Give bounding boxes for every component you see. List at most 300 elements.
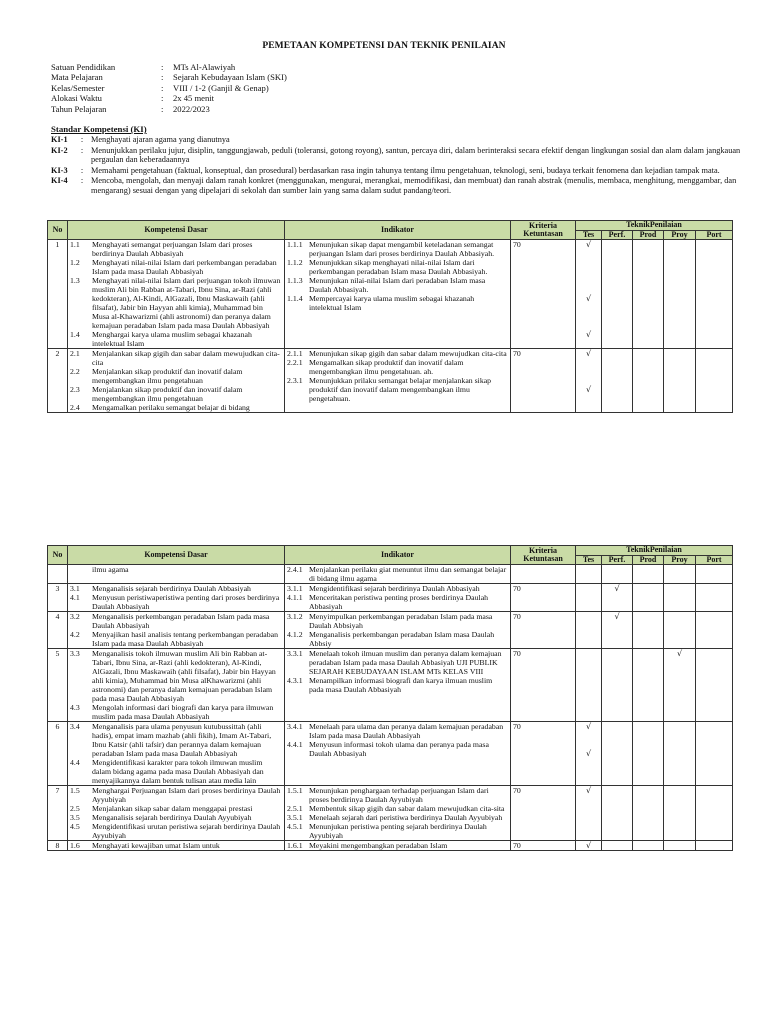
standar-kompetensi-title: Standar Kompetensi (KI) <box>51 124 147 134</box>
indikator-item-text: Menjalankan perilaku giat menuntut ilmu dan semangat belajar di bidang ilmu agama <box>309 565 507 584</box>
kd-item-text: Menghayati kewajiban umat Islam untuk <box>92 841 220 851</box>
indikator-item-text: Meyakini mengembangkan peradaban Islam <box>309 841 448 851</box>
indikator-item-text: Menelaah sejarah dari peristiwa berdirinya Daulah Ayyubiyah <box>309 813 503 823</box>
kd-item-text: Menjalankan sikap produktif dan inovatif dalam mengembangkan ilmu pengetahuan <box>92 385 243 404</box>
port-cell <box>696 612 733 649</box>
header-indikator: Indikator <box>285 221 511 240</box>
perf-cell <box>602 349 633 413</box>
row-number: 5 <box>48 649 68 722</box>
indikator-item-number: 3.3.1 <box>287 649 303 659</box>
kd-item-number: 3.4 <box>70 722 80 732</box>
indikator-cell <box>285 240 511 349</box>
kd-item-text: Mengidentifikasi urutan peristiwa sejarah berdirinya Daulah Ayyubiyah <box>92 822 281 841</box>
indikator-item <box>287 240 508 258</box>
check-mark <box>578 276 599 285</box>
kd-item <box>70 403 282 412</box>
kd-item-number: 4.5 <box>70 822 80 832</box>
kd-item-number: 3.1 <box>70 584 80 594</box>
row-number: 7 <box>48 786 68 841</box>
ki-item <box>51 135 741 145</box>
check-mark <box>578 731 599 740</box>
check-mark <box>578 285 599 294</box>
indikator-item-number: 1.1.2 <box>287 258 303 268</box>
ki-code: KI-2 <box>51 145 68 155</box>
check-mark <box>578 740 599 749</box>
kd-item <box>70 804 282 813</box>
ki-colon: : <box>80 176 84 186</box>
port-cell <box>696 584 733 612</box>
kd-item <box>70 813 282 822</box>
header-perf: Perf. <box>602 555 633 565</box>
indikator-cell <box>285 786 511 841</box>
indikator-item-number: 4.3.1 <box>287 676 303 686</box>
indikator-item-number: 1.1.3 <box>287 276 303 286</box>
header-kompetensi-dasar: Kompetensi Dasar <box>68 221 285 240</box>
page-title: PEMETAAN KOMPETENSI DAN TEKNIK PENILAIAN <box>262 41 506 51</box>
meta-label: Mata Pelajaran <box>51 72 103 83</box>
meta-colon: : <box>161 93 164 104</box>
kd-item <box>70 349 282 367</box>
indikator-item-text: Menunjukan nilai-nilai Islam dari peradaban Islam masa Daulah Abbasiyah. <box>309 276 486 295</box>
indikator-cell <box>285 649 511 722</box>
meta-row <box>51 72 287 82</box>
indikator-item-number: 2.3.1 <box>287 376 303 386</box>
kompetensi-dasar-cell <box>68 584 285 612</box>
tes-cell <box>576 565 602 584</box>
indikator-item <box>287 630 508 648</box>
perf-cell <box>602 786 633 841</box>
check-mark: √ <box>585 240 592 250</box>
table-row <box>48 722 733 786</box>
header-port: Port <box>696 555 733 565</box>
header-prod: Prod <box>633 555 664 565</box>
port-cell <box>696 841 733 851</box>
ki-text: Mencoba, mengolah, dan menyaji dalam ranah konkret (menggunakan, mengurai, merangkai, memodifikasi, dan membuat) dan ranah abstrak (menulis, membaca, menghitung, menggambar, dan mengarang) sesuai dengan yang dipelajari di sekolah dan sumber lain yang sama dalam sudut pandang/teori. <box>91 176 737 195</box>
kd-item-text: Menganalisis tokoh ilmuwan muslim Ali bin Rabban at-Tabari, Ibnu Sina, ar-Razi (ahli kedokteran), Al-Kindi, AlGazali, Ibnu Maskawaih (ahli filsafat), Jabir bin Hayyan ahli kimia), Muhammad bin Musa alKhawarizmi (ahli astronomi) dan peranya dalam kemajuan peradaban Islam pada masa Daulah Abbasiyah <box>92 649 276 704</box>
kd-item <box>70 385 282 403</box>
indikator-item-number: 4.1.2 <box>287 630 303 640</box>
tes-cell <box>576 584 602 612</box>
table-row <box>48 786 733 841</box>
meta-row <box>51 104 287 114</box>
kd-item-text: Menganalisis sejarah berdirinya Daulah Abbasiyah <box>92 584 251 594</box>
header-indikator: Indikator <box>285 546 511 565</box>
kd-item-text: Mengamalkan perilaku semangat belajar di bidang <box>92 403 250 413</box>
kd-item <box>70 822 282 840</box>
check-mark: √ <box>585 722 592 732</box>
kd-item-text: Menjalankan sikap produktif dan inovatif dalam mengembangkan ilmu pengetahuan <box>92 367 243 386</box>
kd-item-number: 1.5 <box>70 786 80 796</box>
kd-item-number: 3.5 <box>70 813 80 823</box>
check-mark: √ <box>585 349 592 359</box>
ki-code: KI-1 <box>51 135 68 144</box>
check-mark <box>578 267 599 276</box>
kd-item-text: Menjalankan sikap sabar dalam menggapai prestasi <box>92 804 253 814</box>
indikator-item-text: Menunjukkan sikap menghayati nilai-nilai Islam dari perkembangan peradaban Islam masa Daulah Abbasiyah. <box>309 258 488 277</box>
indikator-item-number: 1.5.1 <box>287 786 303 796</box>
kompetensi-dasar-cell <box>68 649 285 722</box>
proy-cell <box>664 349 696 413</box>
prod-cell <box>633 722 664 786</box>
ki-colon: : <box>80 165 84 175</box>
indikator-item-number: 2.1.1 <box>287 349 303 359</box>
header-kompetensi-dasar: Kompetensi Dasar <box>68 546 285 565</box>
competency-table-2 <box>47 545 733 851</box>
indikator-item-number: 1.6.1 <box>287 841 303 851</box>
kompetensi-dasar-cell <box>68 722 285 786</box>
kriteria-cell: 70 <box>511 786 576 841</box>
kd-item-number: 2.5 <box>70 804 80 814</box>
header-no: No <box>48 546 68 565</box>
kriteria-cell: 70 <box>511 349 576 413</box>
indikator-cell <box>285 722 511 786</box>
kd-item-number: 2.2 <box>70 367 80 377</box>
kd-item-text: Mengolah informasi dari biografi dan karya para ilmuwan muslim pada masa Daulah Abbasiyah <box>92 703 274 722</box>
kd-item-number: 3.2 <box>70 612 80 622</box>
kd-item <box>70 584 282 593</box>
kd-item-number: 4.4 <box>70 758 80 768</box>
meta-value: 2x 45 menit <box>173 93 215 104</box>
indikator-item-text: Mengamalkan sikap produktif dan inovatif dalam mengembangkan ilmu pengetahuan. ah. <box>309 358 464 377</box>
port-cell <box>696 649 733 722</box>
kd-item-number: 4.2 <box>70 630 80 640</box>
indikator-item-text: Menelaah tokoh ilmuan muslim dan peranya dalam kemajuan peradaban Islam pada masa Daulah Abbasiyah UJI PUBLIK SEJARAH KEBUDAYAAN ISLAM MTs KELAS VIII <box>309 649 502 677</box>
kriteria-cell: 70 <box>511 584 576 612</box>
indikator-item-number: 3.4.1 <box>287 722 303 732</box>
indikator-item-text: Menceritakan peristiwa penting proses berdirinya Daulah Abbasiyah <box>309 593 489 612</box>
kriteria-cell: 70 <box>511 240 576 349</box>
kompetensi-dasar-cell <box>68 841 285 851</box>
kompetensi-dasar-cell <box>68 565 285 584</box>
meta-colon: : <box>161 82 164 93</box>
kd-item-text: Menyusun peristiwaperistiwa penting dari proses berdirinya Daulah Abbasiyah <box>92 593 280 612</box>
indikator-cell <box>285 612 511 649</box>
proy-cell <box>664 240 696 349</box>
kd-item-number: 4.3 <box>70 703 80 713</box>
tes-cell <box>576 349 602 413</box>
meta-row <box>51 62 287 72</box>
kd-item-number: 1.2 <box>70 258 80 268</box>
port-cell <box>696 565 733 584</box>
indikator-item <box>287 276 508 294</box>
indikator-item <box>287 376 508 403</box>
meta-row <box>51 93 287 103</box>
kd-item-text: Menyajikan hasil analisis tentang perkembangan peradaban Islam pada masa Daulah Abbasiyah <box>92 630 278 649</box>
indikator-item <box>287 294 508 312</box>
indikator-item-number: 1.1.1 <box>287 240 303 250</box>
port-cell <box>696 349 733 413</box>
indikator-item <box>287 786 508 804</box>
check-mark <box>578 367 599 376</box>
row-number: 8 <box>48 841 68 851</box>
indikator-item <box>287 804 508 813</box>
kd-item <box>70 649 282 703</box>
header-teknik-penilaian: TeknikPenilaian <box>576 546 733 556</box>
indikator-item-number: 4.1.1 <box>287 593 303 603</box>
indikator-item-text: Menelaah para ulama dan peranya dalam kemajuan peradaban Islam pada masa Daulah Abbasiyah <box>309 722 504 741</box>
port-cell <box>696 240 733 349</box>
kd-item <box>70 593 282 611</box>
indikator-item-text: Menampilkan informasi biografi dan karya ilmuan muslim pada masa Daulah Abbasiyah <box>309 676 493 695</box>
indikator-item-text: Mempercayai karya ulama muslim sebagai khazanah intelektual Islam <box>309 294 475 313</box>
indikator-item-number: 2.2.1 <box>287 358 303 368</box>
indikator-item <box>287 813 508 822</box>
indikator-item <box>287 358 508 376</box>
kd-item <box>70 722 282 758</box>
indikator-item-number: 3.1.2 <box>287 612 303 622</box>
document-meta <box>51 62 287 114</box>
indikator-item <box>287 822 508 840</box>
proy-cell <box>664 722 696 786</box>
kd-item <box>70 630 282 648</box>
indikator-item-text: Mengidentifikasi sejarah berdirinya Daulah Abbasiyah <box>309 584 480 594</box>
table-row <box>48 612 733 649</box>
indikator-cell <box>285 584 511 612</box>
kd-item-number: 2.4 <box>70 403 80 413</box>
prod-cell <box>633 786 664 841</box>
meta-value: MTs Al-Alawiyah <box>173 62 236 72</box>
prod-cell <box>633 612 664 649</box>
kd-item-text: Menghayati nilai-nilai Islam dari perkembangan peradaban Islam pada masa Daulah Abbasiyah <box>92 258 277 277</box>
indikator-item <box>287 349 508 358</box>
meta-label: Tahun Pelajaran <box>51 103 107 114</box>
perf-cell <box>602 584 633 612</box>
perf-cell <box>602 565 633 584</box>
kd-item <box>70 330 282 348</box>
proy-cell <box>664 612 696 649</box>
ki-colon: : <box>80 145 84 155</box>
perf-cell <box>602 722 633 786</box>
indikator-cell <box>285 349 511 413</box>
tes-cell <box>576 722 602 786</box>
check-mark <box>578 312 599 321</box>
indikator-item <box>287 258 508 276</box>
indikator-item-text: Menunjukan penghargaan terhadap perjuangan Islam dari proses berdirinya Daulah Ayyubiyah <box>309 786 489 805</box>
header-no: No <box>48 221 68 240</box>
kd-item-number: 3.3 <box>70 649 80 659</box>
kd-continuation: ilmu agama <box>92 565 129 575</box>
meta-value: Sejarah Kebudayaan Islam (SKI) <box>173 72 287 83</box>
kompetensi-dasar-cell <box>68 349 285 413</box>
prod-cell <box>633 240 664 349</box>
kd-item <box>70 258 282 276</box>
kd-item-number: 1.4 <box>70 330 80 340</box>
check-mark <box>578 258 599 267</box>
check-mark <box>578 249 599 258</box>
prod-cell <box>633 584 664 612</box>
indikator-item-text: Menunjukkan prilaku semangat belajar menjalankan sikap produktif dan inovatif dalam mengembangkan ilmu pengetahuan. <box>309 376 492 404</box>
row-number: 6 <box>48 722 68 786</box>
indikator-item-text: Membentuk sikap gigih dan sabar dalam mewujudkan cita-sita <box>309 804 505 814</box>
ki-item <box>51 176 741 195</box>
check-mark: √ <box>614 584 620 594</box>
table-row <box>48 649 733 722</box>
indikator-item <box>287 722 508 740</box>
meta-value: VIII / 1-2 (Ganjil & Genap) <box>173 82 269 93</box>
indikator-item <box>287 841 508 850</box>
kriteria-cell: 70 <box>511 612 576 649</box>
meta-label: Alokasi Waktu <box>51 93 102 104</box>
indikator-cell <box>285 841 511 851</box>
row-number: 4 <box>48 612 68 649</box>
header-teknik-penilaian: TeknikPenilaian <box>576 221 733 231</box>
meta-label: Kelas/Semester <box>51 82 105 93</box>
kd-item <box>70 276 282 330</box>
kd-item <box>70 703 282 721</box>
table-row <box>48 240 733 349</box>
port-cell <box>696 786 733 841</box>
kd-item-text: Menghayati nilai-nilai Islam dari perjuangan tokoh ilmuwan muslim Ali bin Rabban at-Tabari, Ibnu Sina, ar-Razi (ahli kedokteran), Al-Kindi, AlGazali, Ibnu Maskawaih (ahli filsafat), Jabir bin Hayyan ahli kimia), Muhammad bin Musa al-Khawarizmi (ahli astronomi) dan peranya dalam kemajuan peradaban Islam pada masa Daulah Abbasiyah <box>92 276 281 331</box>
indikator-item-text: Menganalisis perkembangan peradaban Islam masa Daulah Abbsiy <box>309 630 495 649</box>
header-kriteria: Kriteria Ketuntasan <box>511 221 576 240</box>
kd-item-text: Menganalisis para ulama penyusun kutubussittah (ahli hadis), empat imam mazhab (ahli fikih), Imam At-Tabari, Ibnu Katsir (ahli tafsir) dan perannya dalam kemajuan peradaban Islam pada masa Daulah Abbasiyah <box>92 722 272 759</box>
kd-item-number: 2.3 <box>70 385 80 395</box>
indikator-item-text: Menyimpulkan perkembangan peradaban Islam pada masa Daulah Abbsiyah <box>309 612 493 631</box>
check-mark: √ <box>585 841 592 851</box>
indikator-item-text: Menunjukan sikap gigih dan sabar dalam mewujudkan cita-cita <box>309 349 507 359</box>
kd-item-text: Menganalisis sejarah berdirinya Daulah Ayyubiyah <box>92 813 252 823</box>
kompetensi-dasar-cell <box>68 240 285 349</box>
tes-cell <box>576 649 602 722</box>
competency-table-1 <box>47 220 733 413</box>
tes-cell <box>576 841 602 851</box>
proy-cell <box>664 584 696 612</box>
indikator-item-number: 1.1.4 <box>287 294 303 304</box>
kd-item-number: 1.1 <box>70 240 80 250</box>
prod-cell <box>633 565 664 584</box>
indikator-item <box>287 676 508 694</box>
header-kriteria: Kriteria Ketuntasan <box>511 546 576 565</box>
kd-item <box>70 612 282 630</box>
table-row <box>48 349 733 413</box>
indikator-item <box>287 584 508 593</box>
kriteria-cell <box>511 565 576 584</box>
kd-item-text: Mengidentifikasi karakter para tokoh ilmuwan muslim dalam bidang agama pada masa Daulah Abbasiyah dan menyajikannya dalam bentuk tulisan atau media lain <box>92 758 264 786</box>
kd-item-text: Menghargai Perjuangan Islam dari proses berdirinya Daulah Ayyubiyah <box>92 786 281 805</box>
check-mark: √ <box>676 649 683 659</box>
ki-colon: : <box>80 135 84 144</box>
table-row <box>48 841 733 851</box>
perf-cell <box>602 612 633 649</box>
meta-colon: : <box>161 72 164 83</box>
kd-item-text: Menganalisis perkembangan peradaban Islam pada masa Daulah Abbasiyah <box>92 612 270 631</box>
meta-colon: : <box>161 62 164 72</box>
header-perf: Perf. <box>602 230 633 240</box>
row-number <box>48 565 68 584</box>
check-mark <box>578 321 599 330</box>
table-row <box>48 584 733 612</box>
indikator-item-text: Menyusun informasi tokoh ulama dan peranya pada masa Daulah Abbasiyah <box>309 740 489 759</box>
prod-cell <box>633 841 664 851</box>
indikator-item <box>287 649 508 676</box>
meta-value: 2022/2023 <box>173 103 210 114</box>
port-cell <box>696 722 733 786</box>
check-mark: √ <box>585 749 592 759</box>
kd-item-text: Menjalankan sikap gigih dan sabar dalam mewujudkan cita-cita <box>92 349 280 368</box>
header-proy: Proy <box>664 555 696 565</box>
kd-item <box>70 841 282 850</box>
row-number: 2 <box>48 349 68 413</box>
tes-cell <box>576 240 602 349</box>
ki-item <box>51 166 741 176</box>
header-tes: Tes <box>576 555 602 565</box>
prod-cell <box>633 649 664 722</box>
indikator-cell <box>285 565 511 584</box>
row-number: 3 <box>48 584 68 612</box>
kd-item <box>70 367 282 385</box>
check-mark: √ <box>585 294 592 304</box>
proy-cell <box>664 565 696 584</box>
kriteria-cell: 70 <box>511 649 576 722</box>
kompetensi-dasar-cell <box>68 786 285 841</box>
check-mark: √ <box>614 612 620 622</box>
check-mark: √ <box>585 385 592 395</box>
ki-text: Menghayati ajaran agama yang dianutnya <box>91 135 230 144</box>
proy-cell <box>664 649 696 722</box>
table-row <box>48 565 733 584</box>
tes-cell <box>576 786 602 841</box>
kriteria-cell: 70 <box>511 722 576 786</box>
kd-item-number: 1.6 <box>70 841 80 851</box>
meta-colon: : <box>161 103 164 114</box>
check-mark: √ <box>585 330 592 340</box>
indikator-item-number: 3.5.1 <box>287 813 303 823</box>
indikator-item-text: Menunjukan peristiwa penting sejarah berdirinya Daulah Ayyubiyah <box>309 822 487 841</box>
kd-item-number: 1.3 <box>70 276 80 286</box>
indikator-item <box>287 612 508 630</box>
ki-text: Memahami pengetahuan (faktual, konseptual, dan prosedural) berdasarkan rasa ingin tahunya tentang ilmu pengetahuan, teknologi, seni, budaya terkait fenomena dan kejadian tampak mata. <box>91 165 720 175</box>
proy-cell <box>664 841 696 851</box>
indikator-item-number: 4.5.1 <box>287 822 303 832</box>
header-proy: Proy <box>664 230 696 240</box>
indikator-item <box>287 740 508 758</box>
proy-cell <box>664 786 696 841</box>
kd-item <box>70 240 282 258</box>
ki-code: KI-4 <box>51 176 68 186</box>
header-port: Port <box>696 230 733 240</box>
row-number: 1 <box>48 240 68 349</box>
check-mark <box>578 376 599 385</box>
kd-item-number: 4.1 <box>70 593 80 603</box>
indikator-item-number: 2.5.1 <box>287 804 303 814</box>
indikator-item <box>287 593 508 611</box>
indikator-item <box>287 565 508 583</box>
check-mark: √ <box>585 786 592 796</box>
ki-list <box>51 135 741 197</box>
kd-item-number: 2.1 <box>70 349 80 359</box>
header-tes: Tes <box>576 230 602 240</box>
header-prod: Prod <box>633 230 664 240</box>
kd-item-text: Menghayati semangat perjuangan Islam dari proses berdirinya Daulah Abbasiyah <box>92 240 253 259</box>
indikator-item-number: 3.1.1 <box>287 584 303 594</box>
indikator-item-number: 2.4.1 <box>287 565 303 575</box>
perf-cell <box>602 841 633 851</box>
ki-code: KI-3 <box>51 165 68 175</box>
kd-item-text: Menghargai karya ulama muslim sebagai khazanah intelektual Islam <box>92 330 252 349</box>
meta-label: Satuan Pendidikan <box>51 62 116 72</box>
ki-text: Menunjukkan perilaku jujur, disiplin, tanggungjawab, peduli (toleransi, gotong royong), santun, percaya diri, dalam berinteraksi secara efektif dengan lingkungan sosial dan alam dalam jangkauan pergaulan dan keberadaannya <box>91 145 741 165</box>
ki-item <box>51 146 741 165</box>
indikator-item-number: 4.4.1 <box>287 740 303 750</box>
check-mark <box>578 303 599 312</box>
perf-cell <box>602 240 633 349</box>
tes-cell <box>576 612 602 649</box>
kriteria-cell: 70 <box>511 841 576 851</box>
kompetensi-dasar-cell <box>68 612 285 649</box>
check-mark <box>578 358 599 367</box>
kd-item <box>70 758 282 785</box>
kd-item <box>70 786 282 804</box>
